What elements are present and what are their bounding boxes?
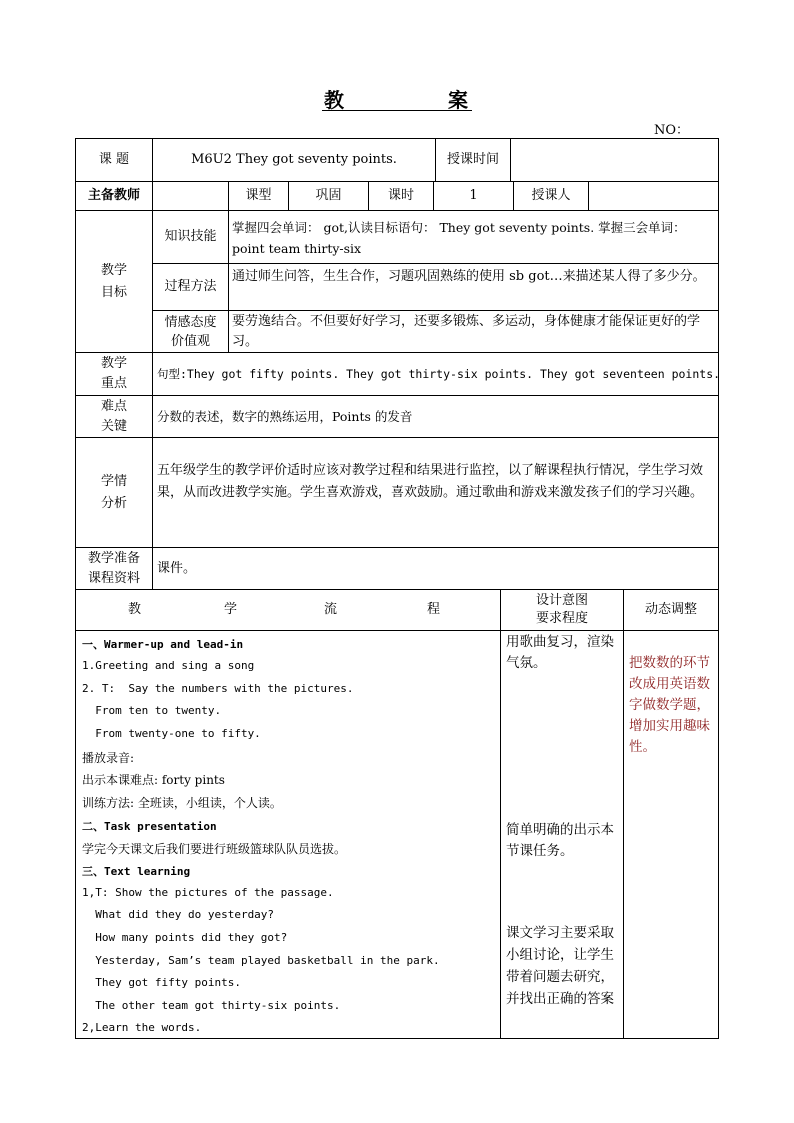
adjust-note: 把数数的环节改成用英语数字做数学题，增加实用趣味性。 <box>629 655 710 755</box>
process-line: How many points did they got? <box>82 931 288 944</box>
process-line: 一、Warmer-up and lead-in <box>82 638 244 651</box>
process-line: What did they do yesterday? <box>82 908 275 921</box>
process-header-c4: 程 <box>427 602 441 617</box>
design-header <box>501 590 623 630</box>
process-line: From twenty-one to fifty. <box>82 727 261 740</box>
type-label: 课型 <box>245 188 272 203</box>
process-line: They got fifty points. <box>82 976 241 989</box>
teacher-label: 主备教师 <box>87 188 140 203</box>
difficulty-label-line1: 难点 <box>100 398 127 414</box>
knowledge-text: 掌握四会单词： got,认读目标语句： They got seventy points. 掌握三会单词：point team thirty-six <box>232 220 686 256</box>
prep-label-line2: 课程资料 <box>87 570 140 586</box>
design-note: 课文学习主要采取小组讨论，让学生带着问题去研究，并找出正确的答案 <box>506 925 614 1007</box>
difficulty-label-line2: 关键 <box>100 418 127 434</box>
goals-label <box>76 211 152 352</box>
process-line: 三、Text learning <box>82 865 191 878</box>
adjust-header: 动态调整 <box>644 602 697 617</box>
design-header-line1: 设计意图 <box>535 593 588 608</box>
time-label: 授课时间 <box>446 152 499 167</box>
prep-label <box>76 548 152 589</box>
knowledge-label: 知识技能 <box>164 229 217 244</box>
emotion-label <box>153 311 228 352</box>
design-note: 用歌曲复习，渲染气氛。 <box>506 634 614 671</box>
process-header-c3: 流 <box>324 602 338 617</box>
title-char-2: 案 <box>448 88 468 112</box>
process-line: 2. T: Say the numbers with the pictures. <box>82 682 354 695</box>
analysis-label-line1: 学情 <box>100 473 127 489</box>
hours-value: 1 <box>469 188 478 203</box>
analysis-text: 五年级学生的教学评价适时应该对教学过程和结果进行监控，以了解课程执行情况，学生学习效果，从而改进教学实施。学生喜欢游戏，喜欢鼓励。通过歌曲和游戏来激发孩子们的学习兴趣。 <box>157 463 704 500</box>
process-header <box>76 590 500 630</box>
lecturer-label: 授课人 <box>531 188 571 203</box>
analysis-label-line2: 分析 <box>100 495 127 511</box>
design-note: 简单明确的出示本节课任务。 <box>506 822 614 859</box>
title-char-1: 教 <box>324 88 344 112</box>
process-label: 过程方法 <box>164 279 217 294</box>
difficulty-text: 分数的表述，数字的熟练运用，Points 的发音 <box>157 408 413 424</box>
type-value: 巩固 <box>315 188 342 203</box>
process-line: 1.Greeting and sing a song <box>82 659 255 672</box>
time-value[interactable] <box>511 139 718 181</box>
process-line: Yesterday, Sam’s team played basketball in the park. <box>82 954 440 967</box>
process-line: 训练方法: 全班读，小组读，个人读。 <box>82 796 282 810</box>
process-line: From ten to twenty. <box>82 704 222 717</box>
process-line: The other team got thirty-six points. <box>82 999 341 1012</box>
emotion-label-line1: 情感态度 <box>164 314 217 330</box>
process-line: 二、Task presentation <box>82 820 217 833</box>
process-line: 2,Learn the words. <box>82 1021 202 1034</box>
process-header-c2: 学 <box>224 602 238 617</box>
process-line: 播放录音: <box>82 751 135 765</box>
emotion-text: 要劳逸结合。不但要好好学习，还要多锻炼、多运动，身体健康才能保证更好的学习。 <box>232 314 701 349</box>
process-header-c1: 教 <box>128 602 142 617</box>
process-line: 出示本课难点: forty pints <box>82 773 225 787</box>
lecturer-value[interactable] <box>589 182 718 210</box>
prep-text: 课件。 <box>157 560 197 576</box>
process-text: 通过师生问答，生生合作，习题巩固熟练的使用 sb got…来描述某人得了多少分。 <box>232 269 706 284</box>
focus-label-line1: 教学 <box>100 356 127 371</box>
design-header-line2: 要求程度 <box>535 611 588 626</box>
teacher-value[interactable] <box>153 182 228 210</box>
difficulty-label <box>76 396 152 437</box>
prep-label-line1: 教学准备 <box>87 550 140 566</box>
analysis-label <box>76 438 152 547</box>
goals-label-line1: 教学 <box>100 262 127 278</box>
number-label: NO： <box>654 123 690 138</box>
focus-label <box>76 353 152 395</box>
emotion-label-line2: 价值观 <box>170 333 210 349</box>
focus-label-line2: 重点 <box>100 376 127 391</box>
course-value: M6U2 They got seventy points. <box>191 152 397 167</box>
process-line: 1,T: Show the pictures of the passage. <box>82 886 334 899</box>
process-line: 学完今天课文后我们要进行班级篮球队队员选拔。 <box>82 842 347 856</box>
focus-text: 句型:They got fifty points. They got thirty-six points. They got seventeen points. <box>157 367 721 381</box>
course-label: 课 题 <box>98 152 130 167</box>
goals-label-line2: 目标 <box>100 284 127 300</box>
hours-label: 课时 <box>387 188 414 203</box>
